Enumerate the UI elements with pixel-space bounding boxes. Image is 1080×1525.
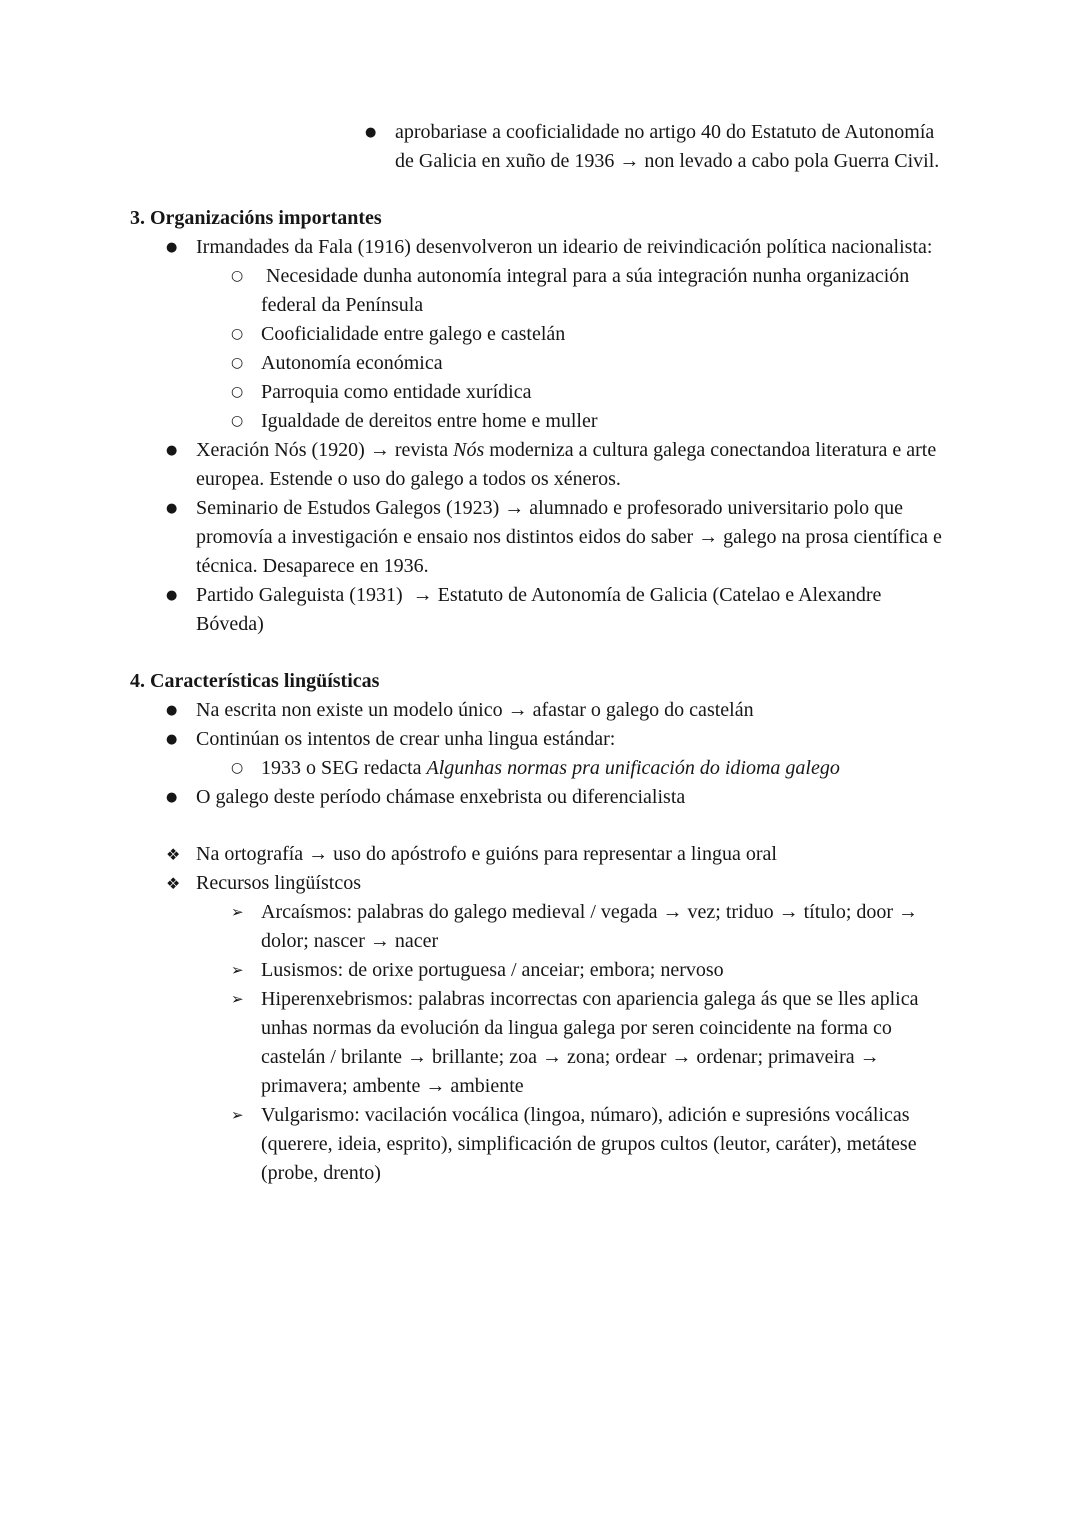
disc-bullet-icon: ● bbox=[166, 703, 178, 718]
list-item bbox=[130, 378, 950, 407]
list-item bbox=[130, 494, 950, 581]
section-heading bbox=[130, 204, 950, 233]
text-run: Nós bbox=[453, 439, 485, 461]
list-item bbox=[130, 407, 950, 436]
list-item-text bbox=[261, 1101, 950, 1188]
text-run: Cooficialidade entre galego e castelán bbox=[261, 323, 566, 345]
list-item bbox=[130, 754, 950, 783]
circle-bullet-icon: ○ bbox=[231, 413, 244, 429]
diamond-bullet-icon: ❖ bbox=[166, 845, 181, 864]
text-run: Recursos lingüístcos bbox=[196, 872, 361, 894]
text-run: Xeración Nós (1920) → revista bbox=[196, 439, 454, 461]
text-run: moderniza a cultura galega conectandoa literatura e arte europea. Estende o uso do galego a todos os xéneros. bbox=[196, 439, 942, 490]
arrow-bullet-icon: ➢ bbox=[231, 903, 244, 921]
arrow-bullet-icon: ➢ bbox=[231, 990, 244, 1008]
circle-bullet-icon: ○ bbox=[231, 355, 244, 371]
list-item-text bbox=[196, 725, 950, 754]
list-item-text bbox=[196, 494, 950, 581]
text-run: Na ortografía → uso do apóstrofo e guións para representar a lingua oral bbox=[196, 843, 777, 865]
text-run: Hiperenxebrismos: palabras incorrectas con apariencia galega ás que se lles aplica unhas normas da evolución da lingua galega por seren coincidente na forma co castelán / brilante → brillante; zoa → zona; ordear → ordenar; primaveira → primavera; ambente → ambiente bbox=[261, 988, 924, 1097]
circle-bullet-icon: ○ bbox=[231, 326, 244, 342]
list-item bbox=[130, 436, 950, 494]
list-item-text bbox=[261, 378, 950, 407]
list-item-text bbox=[196, 696, 950, 725]
list-item bbox=[130, 725, 950, 754]
list-item bbox=[130, 233, 950, 262]
disc-bullet-icon: ● bbox=[166, 501, 178, 516]
list-item-text bbox=[196, 233, 950, 262]
list-item-text bbox=[196, 840, 950, 869]
document-body bbox=[130, 118, 950, 1188]
list-item-text bbox=[196, 869, 950, 898]
list-item bbox=[130, 985, 950, 1101]
text-run: Na escrita non existe un modelo único → afastar o galego do castelán bbox=[196, 699, 754, 721]
list-item-text bbox=[261, 754, 950, 783]
arrow-bullet-icon: ➢ bbox=[231, 1106, 244, 1124]
list-item bbox=[130, 262, 950, 320]
list-item bbox=[130, 320, 950, 349]
disc-bullet-icon: ● bbox=[166, 443, 178, 458]
text-run: Continúan os intentos de crear unha lingua estándar: bbox=[196, 728, 616, 750]
list-item-text bbox=[261, 985, 950, 1101]
text-run: Necesidade dunha autonomía integral para a súa integración nunha organización federal da Península bbox=[261, 265, 915, 316]
list-item bbox=[130, 581, 950, 639]
list-item bbox=[130, 349, 950, 378]
list-item bbox=[130, 956, 950, 985]
disc-bullet-icon: ● bbox=[365, 125, 377, 140]
text-run: O galego deste período chámase enxebrista ou diferencialista bbox=[196, 786, 686, 808]
heading-text: 3. Organizacións importantes bbox=[130, 207, 382, 229]
section-heading bbox=[130, 667, 950, 696]
text-run: Irmandades da Fala (1916) desenvolveron un ideario de reivindicación política nacionalista: bbox=[196, 236, 933, 258]
list-item bbox=[130, 898, 950, 956]
list-item-text bbox=[196, 581, 950, 639]
list-item-text bbox=[261, 320, 950, 349]
circle-bullet-icon: ○ bbox=[231, 760, 244, 776]
list-item-text bbox=[196, 783, 950, 812]
list-item-text bbox=[261, 898, 950, 956]
list-item bbox=[130, 869, 950, 898]
text-run: Autonomía económica bbox=[261, 352, 443, 374]
circle-bullet-icon: ○ bbox=[231, 268, 244, 284]
disc-bullet-icon: ● bbox=[166, 588, 178, 603]
list-item bbox=[130, 1101, 950, 1188]
list-item-text bbox=[261, 349, 950, 378]
arrow-bullet-icon: ➢ bbox=[231, 961, 244, 979]
circle-bullet-icon: ○ bbox=[231, 384, 244, 400]
list-item-text bbox=[261, 407, 950, 436]
list-item-text bbox=[395, 118, 950, 176]
heading-text: 4. Características lingüísticas bbox=[130, 670, 380, 692]
text-run: Lusismos: de orixe portuguesa / anceiar; embora; nervoso bbox=[261, 959, 724, 981]
text-run: Vulgarismo: vacilación vocálica (lingoa, númaro), adición e supresións vocálicas (querere, ideia, esprito), simplificación de grupos cultos (leutor, caráter), metátese (probe, drento) bbox=[261, 1104, 922, 1184]
text-run: Igualdade de dereitos entre home e muller bbox=[261, 410, 598, 432]
disc-bullet-icon: ● bbox=[166, 240, 178, 255]
text-run: 1933 o SEG redacta bbox=[261, 757, 427, 779]
list-item-text bbox=[261, 956, 950, 985]
diamond-bullet-icon: ❖ bbox=[166, 874, 181, 893]
list-item bbox=[130, 118, 950, 176]
text-run: Parroquia como entidade xurídica bbox=[261, 381, 532, 403]
disc-bullet-icon: ● bbox=[166, 790, 178, 805]
list-item bbox=[130, 783, 950, 812]
disc-bullet-icon: ● bbox=[166, 732, 178, 747]
text-run: Seminario de Estudos Galegos (1923) → alumnado e profesorado universitario polo que promovía a investigación e ensaio nos distintos eidos do saber → galego na prosa científica e técnica. Desaparece en 1936. bbox=[196, 497, 947, 577]
text-run: Algunhas normas pra unificación do idioma galego bbox=[426, 757, 840, 779]
text-run: aprobariase a cooficialidade no artigo 40 do Estatuto de Autonomía de Galicia en xuño de 1936 → non levado a cabo pola Guerra Civil. bbox=[395, 121, 940, 172]
text-run: Arcaísmos: palabras do galego medieval / vegada → vez; triduo → título; door → dolor; nascer → nacer bbox=[261, 901, 924, 952]
list-item-text bbox=[261, 262, 950, 320]
list-item bbox=[130, 696, 950, 725]
text-run: Partido Galeguista (1931) → Estatuto de Autonomía de Galicia (Catelao e Alexandre Bóveda) bbox=[196, 584, 887, 635]
list-item bbox=[130, 840, 950, 869]
list-item-text bbox=[196, 436, 950, 494]
